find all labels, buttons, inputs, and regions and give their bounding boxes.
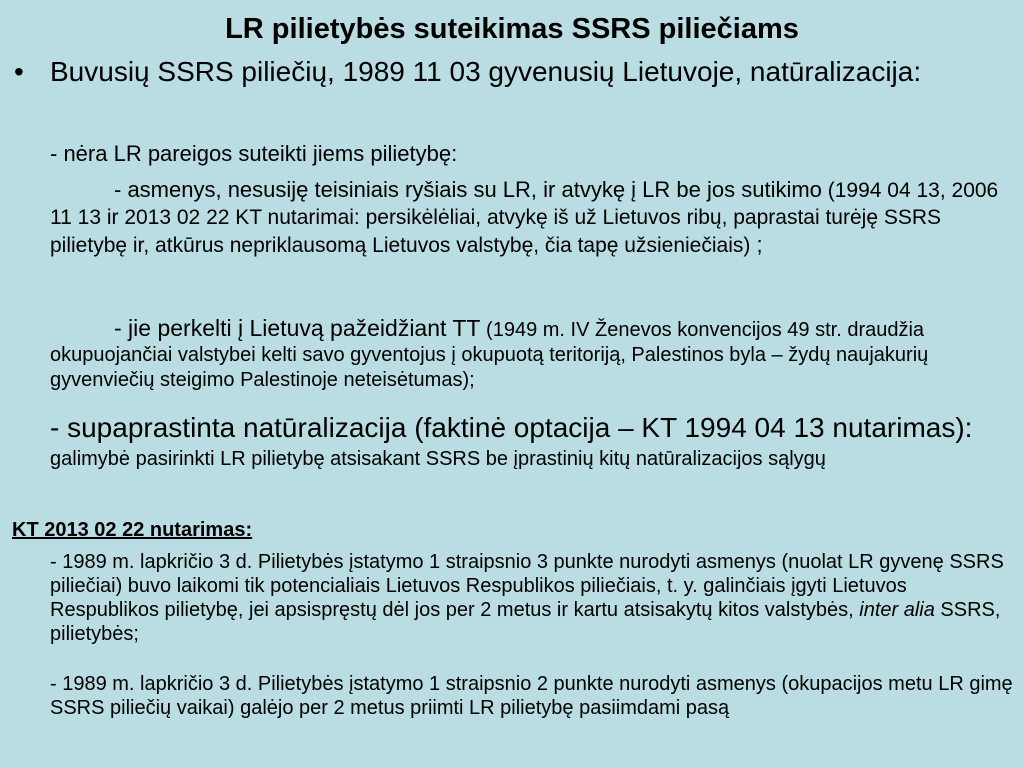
p5-main-text: - supaprastinta natūralizacija (faktinė optacija – KT 1994 04 13 nutarimas): xyxy=(50,412,973,443)
p3-main-text: - asmenys, nesusiję teisiniais ryšiais su LR, ir atvykę į LR be jos sutikimo xyxy=(114,177,822,202)
bullet-main-text: Buvusių SSRS piliečių, 1989 11 03 gyvenusių Lietuvoje, natūralizacija: xyxy=(50,56,922,87)
p3-end-text: ; xyxy=(750,232,763,257)
bullet-marker: • xyxy=(14,56,24,87)
p6-italic-text: inter alia xyxy=(859,599,935,621)
paragraph-persons-unrelated xyxy=(50,176,1000,259)
paragraph-simplified-naturalization xyxy=(50,412,1010,473)
p6-text-end: SSRS, pilietybės; xyxy=(50,599,1001,645)
paragraph-no-obligation: - nėra LR pareigos suteikti jiems pilietybę: xyxy=(50,141,458,166)
slide-title: LR pilietybės suteikimas SSRS piliečiams xyxy=(225,13,799,45)
paragraph-article-1-point-2: - 1989 m. lapkričio 3 d. Pilietybės įstatymo 1 straipsnio 2 punkte nurodyti asmenys (okupacijos metu LR gimę SSRS piliečių vaikai) galėjo per 2 metus priimti LR pilietybę pasiimdami pasą xyxy=(50,673,1013,719)
paragraph-article-1-point-3 xyxy=(50,550,1015,646)
p3-detail-text: (1994 04 13, 2006 11 13 ir 2013 02 22 KT nutarimai: persikėlėliai, atvykę iš už Lietuvos ribų, paprastai turėję SSRS pilietybę ir, atkūrus nepriklausomą Lietuvos valstybę, čia tapę užsieniečiais) xyxy=(50,179,999,257)
p5-detail-text: galimybė pasirinkti LR pilietybę atsisakant SSRS be įprastinių kitų natūralizacijos sąlygų xyxy=(50,448,826,470)
kt-ruling-heading: KT 2013 02 22 nutarimas: xyxy=(12,519,253,541)
p4-detail-text: (1949 m. IV Ženevos konvencijos 49 str. draudžia okupuojančiai valstybei kelti savo gyventojus į okupuotą teritoriją, Palestinos byla – žydų naujakurių gyvenviečių steigimo Palestinoje neteisėtumas); xyxy=(50,319,929,391)
p4-main-text: - jie perkelti į Lietuvą pažeidžiant TT xyxy=(114,315,481,341)
paragraph-transferred xyxy=(50,316,1000,393)
p6-text-start: - 1989 m. lapkričio 3 d. Pilietybės įstatymo 1 straipsnio 3 punkte nurodyti asmenys (nuolat LR gyvenę SSRS piliečiai) buvo laikomi tik potencialiais Lietuvos Respublikos piliečiais, t. y. galinčiais įgyti Lietuvos Respublikos pilietybę, jei apsispręstų dėl jos per 2 metus ir kartu atsisakytų kitos valstybės, xyxy=(50,551,1004,621)
